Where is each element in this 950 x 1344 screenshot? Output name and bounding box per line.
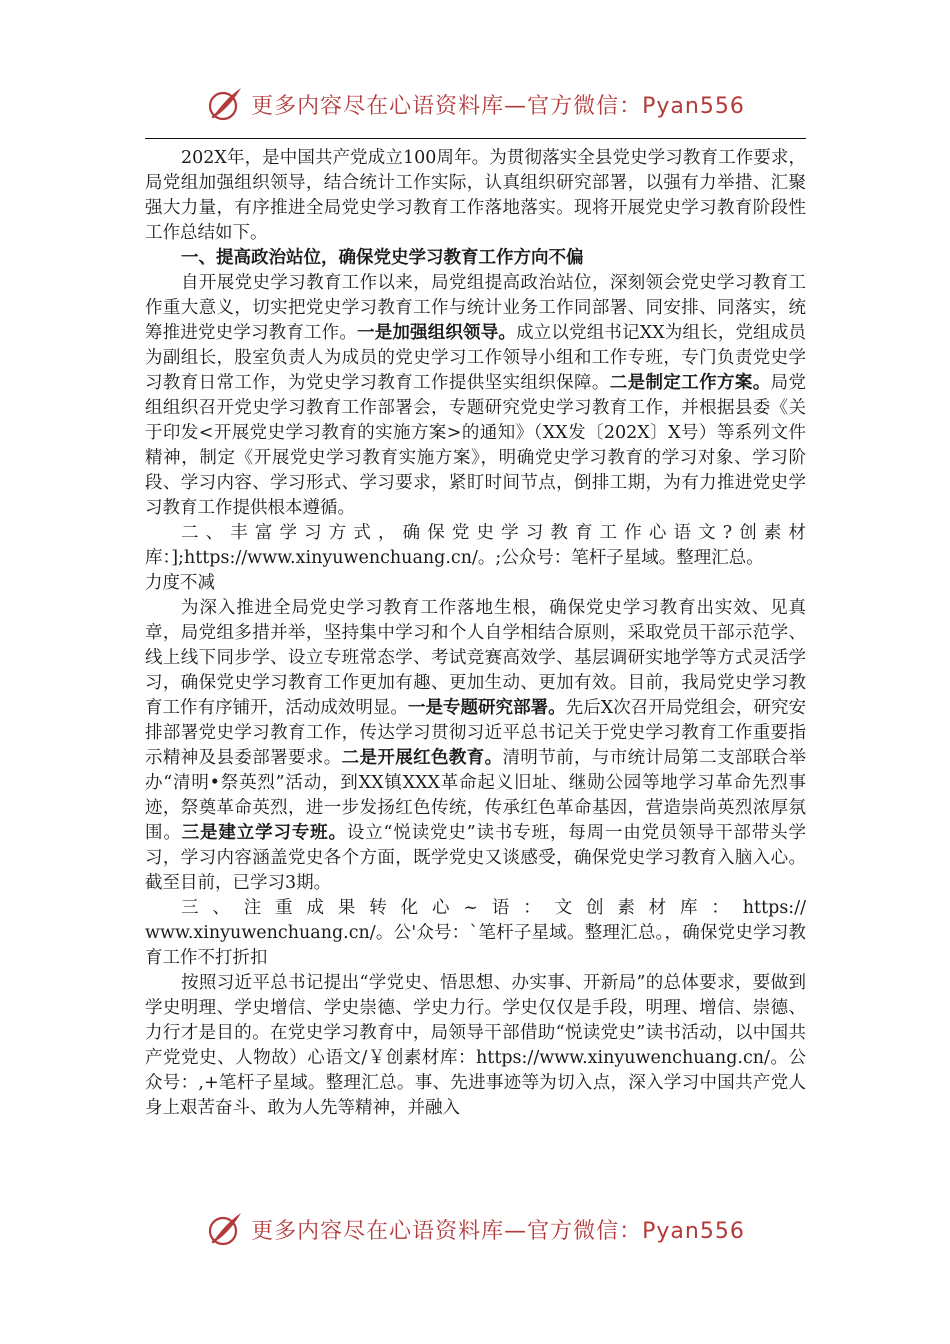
section-1-paragraph: 自开展党史学习教育工作以来，局党组提高政治站位，深刻领会党史学习教育工作重大意义，切实把党史学习教育工作与统计业务工作同部署、同安排、同落实，统筹推进党史学习教育工作。一是加强组织领导。成立以党组书记XX为组长，党组成员为副组长，股室负责人为成员的党史学习工作领导小组和工作专班，专门负责党史学习教育日常工作，为党史学习教育工作提供坚实组织保障。二是制定工作方案。局党组组织召开党史学习教育工作部署会，专题研究党史学习教育工作，并根据县委《关于印发<开展党史学习教育的实施方案>的通知》（XX发〔202X〕X号）等系列文件精神，制定《开展党史学习教育实施方案》，明确党史学习教育的学习对象、学习阶段、学习内容、学习形式、学习要求，紧盯时间节点，倒排工期，为有力推进党史学习教育工作提供根本遵循。 [145,273,807,518]
section-3-paragraph: 按照习近平总书记提出“学党史、悟思想、办实事、开新局”的总体要求，要做到学史明理、学史增信、学史崇德、学史力行。学史仅仅是手段，明理、增信、崇德、力行才是目的。在党史学习教育中，局领导干部借助“悦读党史”读书活动，以中国共产党党史、人物故）心语文/￥创素材库：https://www.xinyuwenchuang.cn/。公众号：,+笔杆子星域。整理汇总。事、先进事迹等为切入点，深入学习中国共产党人身上艰苦奋斗、敢为人先等精神，并融入 [145,973,806,1118]
section-1-heading: 一、提高政治站位，确保党史学习教育工作方向不偏 [181,248,584,268]
document-body [145,146,806,1121]
section-3-heading-line-1: 三、注重成果转化心~语：文创素材库：https:// [181,898,806,918]
header-banner [0,82,950,126]
section-2-heading-line-3: 力度不减 [145,573,215,593]
header-divider [145,138,806,139]
bold-point-1: 一是专题研究部署。 [407,698,566,718]
footer-banner [0,1207,950,1251]
quill-pen-logo-icon [205,1209,245,1249]
section-2-heading-line-2: 库：];https://www.xinyuwenchuang.cn/。;公众号：笔杆子星域。整理汇总。 [145,548,764,568]
section-2-paragraph: 为深入推进全局党史学习教育工作落地生根，确保党史学习教育出实效、见真章，局党组多措并举，坚持集中学习和个人自学相结合原则，采取党员干部示范学、线上线下同步学、设立专班常态学、考试竞赛高效学、基层调研实地学等方式灵活学习，确保党史学习教育工作更加有趣、更加生动、更加有效。目前，我局党史学习教育工作有序铺开，活动成效明显。一是专题研究部署。先后X次召开局党组会，研究安排部署党史学习教育工作，传达学习贯彻习近平总书记关于党史学习教育工作重要指示精神及县委部署要求。二是开展红色教育。清明节前，与市统计局第二支部联合举办“清明•祭英烈”活动，到XX镇XXX革命起义旧址、继勋公园等地学习革命先烈事迹，祭奠革命英烈，进一步发扬红色传统，传承红色革命基因，营造崇尚英烈浓厚氛围。三是建立学习专班。设立“悦读党史”读书专班，每周一由党员领导干部带头学习，学习内容涵盖党史各个方面，既学党史又谈感受，确保党史学习教育入脑入心。截至目前，已学习3期。 [145,598,807,893]
banner-text: 更多内容尽在心语资料库—官方微信：Pyan556 [251,1218,745,1244]
bold-point-1: 一是加强组织领导。 [357,323,517,343]
intro-paragraph: 202X年，是中国共产党成立100周年。为贯彻落实全县党史学习教育工作要求，局党组加强组织领导，结合统计工作实际，认真组织研究部署，以强有力举措、汇聚强大力量，有序推进全局党史学习教育工作落地落实。现将开展党史学习教育阶段性工作总结如下。 [145,148,806,243]
bold-point-3: 三是建立学习专班。 [181,823,347,843]
banner-text: 更多内容尽在心语资料库—官方微信：Pyan556 [251,93,745,119]
section-3-heading-line-2: www.xinyuwenchuang.cn/。公'众号：`笔杆子星域。整理汇总。，确保党史学习教育工作不打折扣 [145,923,806,968]
bold-point-2: 二是开展红色教育。 [341,748,503,768]
quill-pen-logo-icon [205,84,245,124]
bold-point-2: 二是制定工作方案。 [609,373,771,393]
section-2-heading-line-1: 二、丰富学习方式，确保党史学习教育工作心语文?创素材 [181,523,806,543]
